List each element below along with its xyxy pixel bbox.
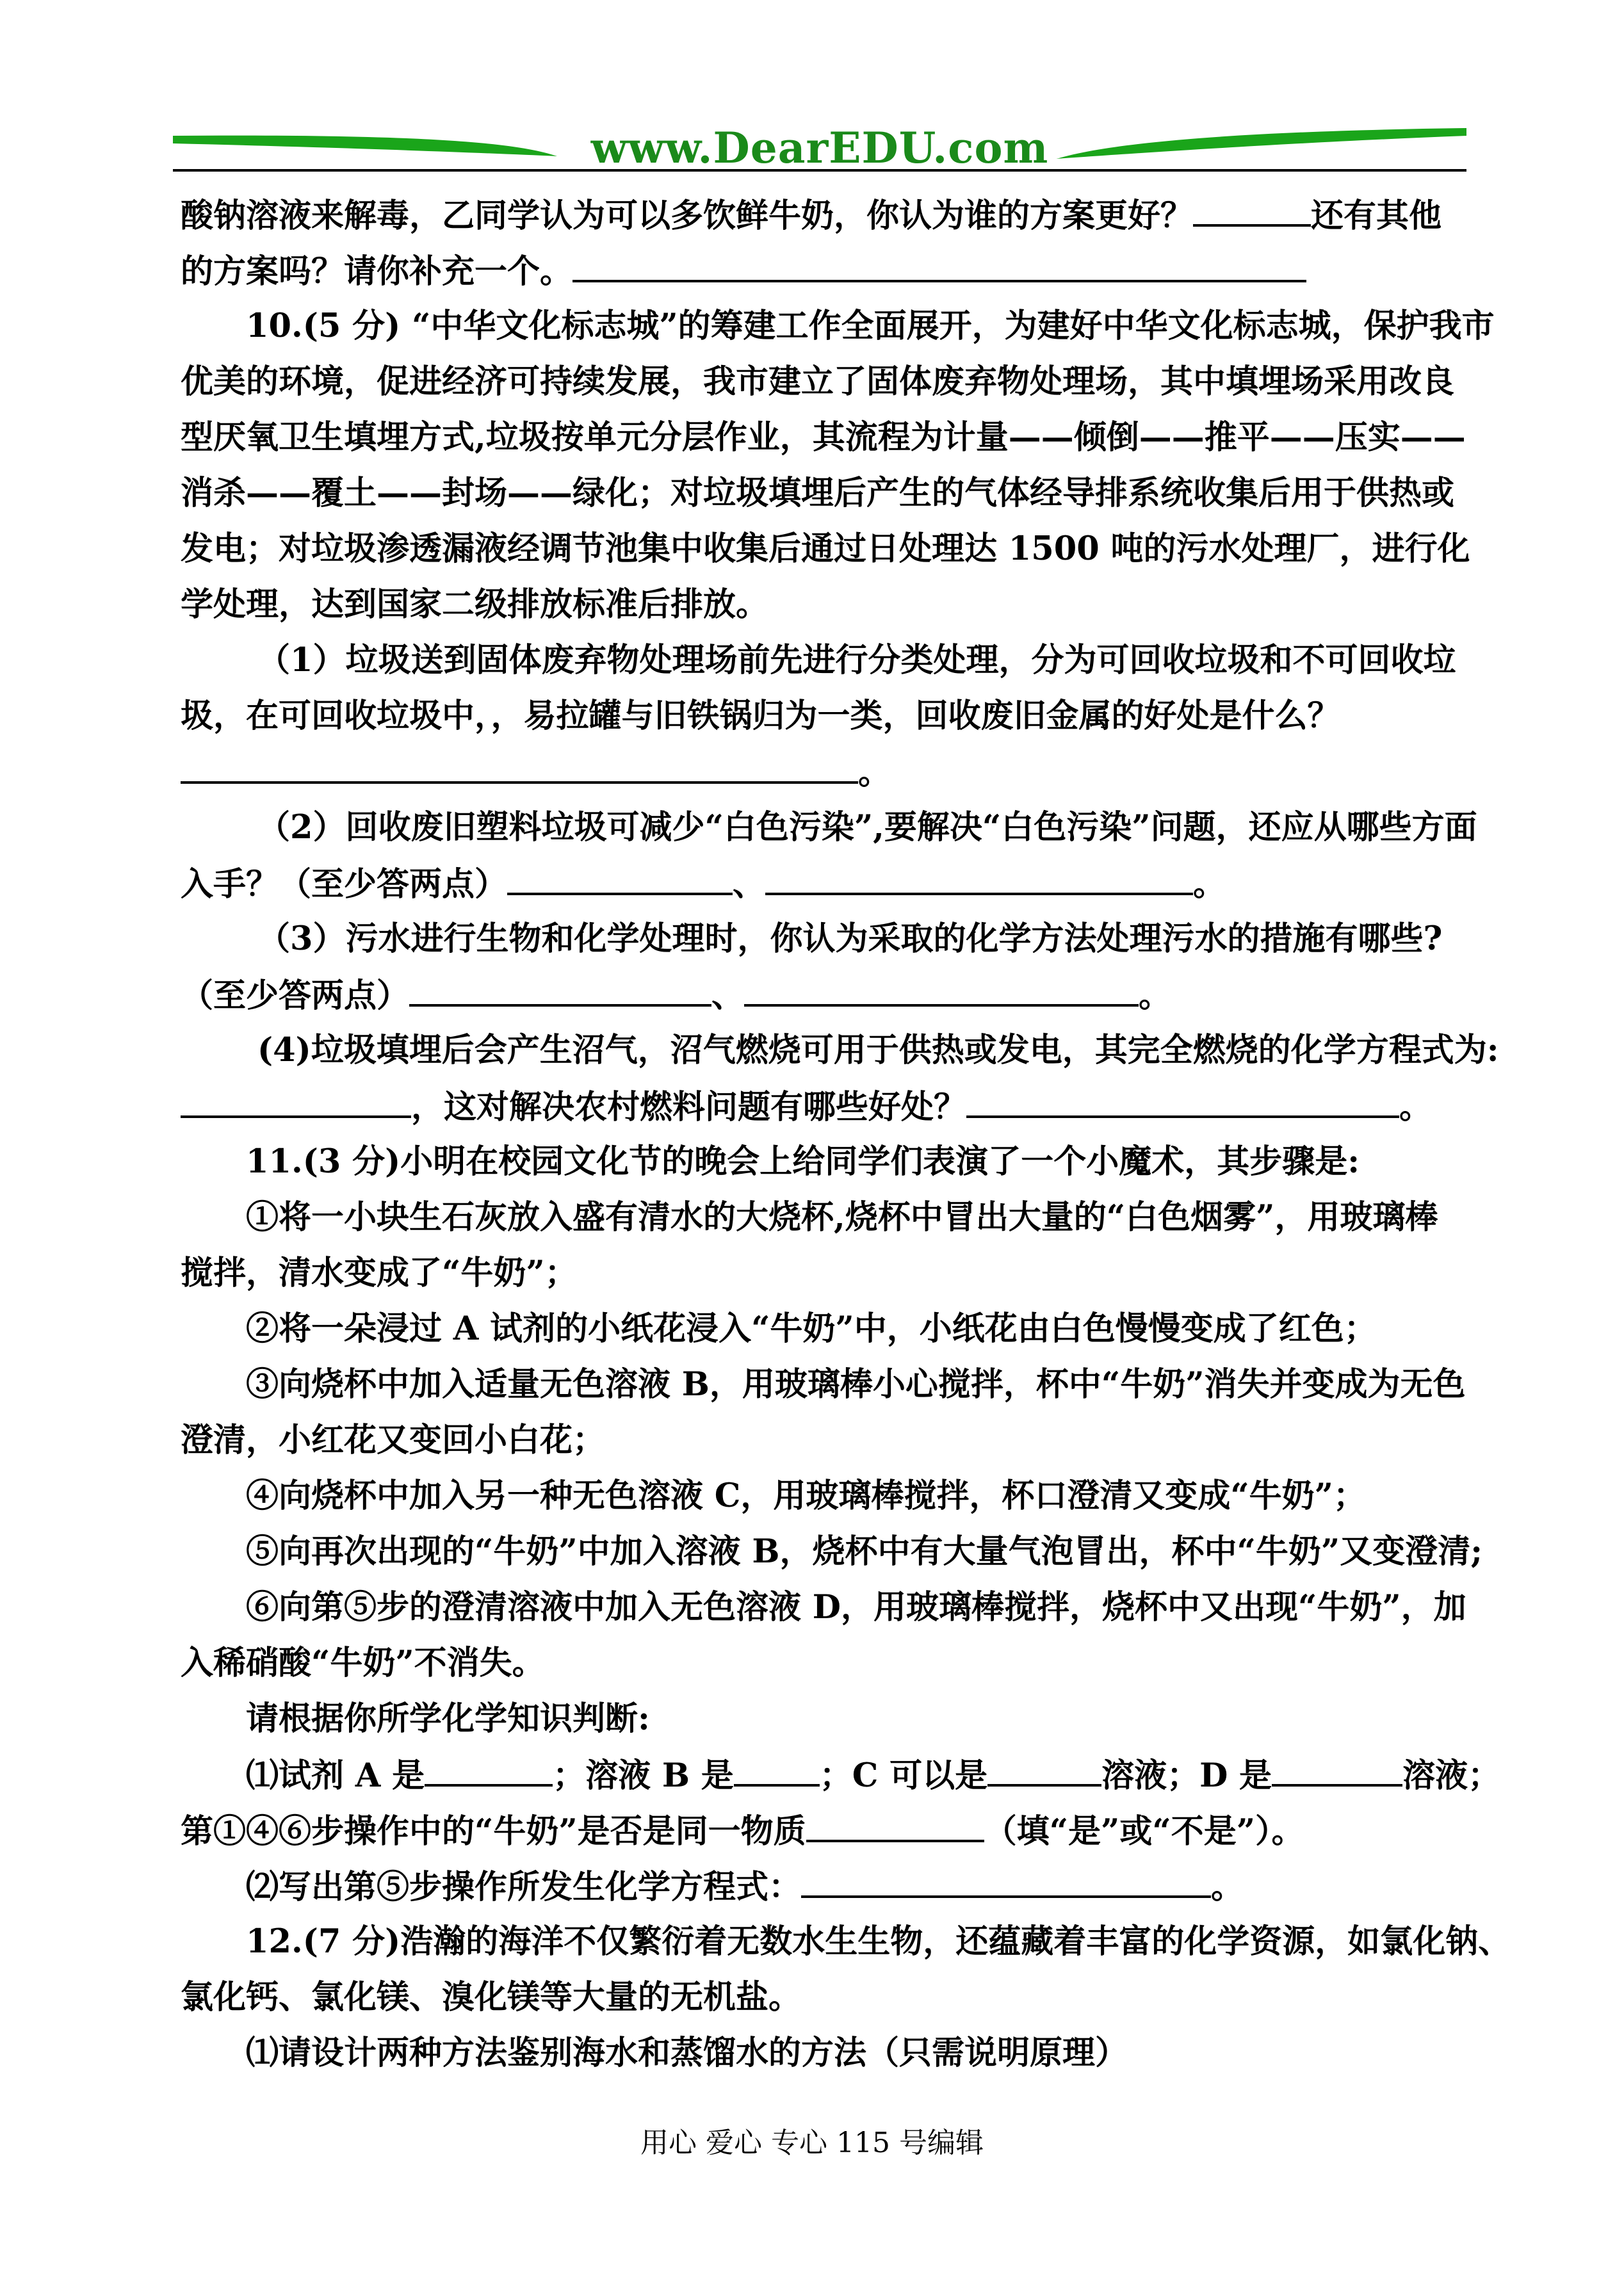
text-line: 氯化钙、氯化镁、溴化镁等大量的无机盐。 <box>181 1978 802 2016</box>
text-line: （2）回收废旧塑料垃圾可减少“白色污染”,要解决“白色污染”问题，还应从哪些方面 <box>257 808 1477 847</box>
page-footer: 用心 爱心 专心 115 号编辑 <box>640 2127 984 2159</box>
text-line: 发电；对垃圾渗透漏液经调节池集中收集后通过日处理达 1500 吨的污水处理厂，进行化 <box>181 530 1470 568</box>
text-line: 澄清，小红花又变回小白花； <box>181 1421 606 1459</box>
answer-blank[interactable] <box>181 1078 411 1118</box>
text-line: 圾，在可回收垃圾中，，易拉罐与旧铁锅归为一类，回收废旧金属的好处是什么？ <box>181 697 1340 735</box>
document-body <box>181 187 1511 2081</box>
text-line: 入手？（至少答两点） 、 。 <box>181 856 1460 911</box>
text-line: （3）污水进行生物和化学处理时，你认为采取的化学方法处理污水的措施有哪些? <box>257 920 1443 958</box>
text-line: ⑵写出第⑤步操作所发生化学方程式： 。 <box>181 1858 1460 1914</box>
answer-blank[interactable] <box>765 856 1193 895</box>
text-line: ⑥向第⑤步的澄清溶液中加入无色溶液 D，用玻璃棒搅拌，烧杯中又出现“牛奶”，加 <box>246 1588 1466 1626</box>
answer-blank[interactable] <box>507 856 733 895</box>
text-line: ，这对解决农村燃料问题有哪些好处？ 。 <box>181 1078 1460 1134</box>
text-line: ④向烧杯中加入另一种无色溶液 C，用玻璃棒搅拌，杯口澄清又变成“牛奶”； <box>246 1477 1367 1515</box>
answer-blank[interactable] <box>966 1078 1399 1118</box>
text-line: ②将一朵浸过 A 试剂的小纸花浸入“牛奶”中，小纸花由白色慢慢变成了红色； <box>246 1310 1377 1348</box>
page-header <box>173 122 1466 173</box>
text-line: 搅拌，清水变成了“牛奶”； <box>181 1254 578 1292</box>
text-line: (4)垃圾填埋后会产生沼气，沼气燃烧可用于供热或发电，其完全燃烧的化学方程式为: <box>257 1031 1499 1069</box>
answer-blank[interactable] <box>572 243 1306 282</box>
site-logo: www.DearEDU.com <box>590 123 1049 173</box>
text-line: ⑴请设计两种方法鉴别海水和蒸馏水的方法（只需说明原理） <box>246 2034 1128 2072</box>
text-line: （至少答两点） 、 。 <box>181 967 1460 1023</box>
text-line: ①将一小块生石灰放入盛有清水的大烧杯,烧杯中冒出大量的“白色烟雾”，用玻璃棒 <box>246 1198 1438 1237</box>
answer-blank[interactable] <box>409 967 711 1007</box>
text-line: 优美的环境，促进经济可持续发展，我市建立了固体废弃物处理场，其中填埋场采用改良 <box>181 362 1455 401</box>
answer-blank[interactable] <box>425 1747 553 1787</box>
answer-blank[interactable] <box>1272 1747 1402 1787</box>
text-line: 消杀——覆土——封场——绿化；对垃圾填埋后产生的气体经导排系统收集后用于供热或 <box>181 474 1455 512</box>
text-line: 的方案吗？请你补充一个。 <box>181 243 1460 298</box>
question-10-title: 10.(5 分) “中华文化标志城”的筹建工作全面展开，为建好中华文化标志城，保护我市 <box>246 307 1495 345</box>
text-line: 学处理，达到国家二级排放标准后排放。 <box>181 585 769 624</box>
text-line: 请根据你所学化学知识判断: <box>246 1699 650 1738</box>
answer-blank[interactable] <box>1193 187 1311 227</box>
text-line: 第①④⑥步操作中的“牛奶”是否是同一物质 （填“是”或“不是”）。 <box>181 1803 1460 1858</box>
text-line: （1）垃圾送到固体废弃物处理场前先进行分类处理，分为可回收垃圾和不可回收垃 <box>257 641 1456 679</box>
text-line: 型厌氧卫生填埋方式,垃圾按单元分层作业，其流程为计量——倾倒——推平——压实—— <box>181 418 1466 457</box>
answer-blank[interactable] <box>806 1803 984 1842</box>
text-line: ⑤向再次出现的“牛奶”中加入溶液 B，烧杯中有大量气泡冒出，杯中“牛奶”又变澄清; <box>246 1532 1483 1571</box>
answer-blank[interactable] <box>744 967 1139 1007</box>
text-line: 酸钠溶液来解毒，乙同学认为可以多饮鲜牛奶，你认为谁的方案更好？ 还有其他 <box>181 187 1460 243</box>
answer-blank[interactable] <box>734 1747 820 1787</box>
answer-blank[interactable] <box>801 1858 1211 1898</box>
question-11-title: 11.(3 分)小明在校园文化节的晚会上给同学们表演了一个小魔术，其步骤是: <box>246 1142 1360 1181</box>
answer-blank[interactable] <box>181 744 858 784</box>
question-12-title: 12.(7 分)浩瀚的海洋不仅繁衍着无数水生生物，还蕴藏着丰富的化学资源，如氯化钠、 <box>246 1922 1511 1961</box>
text-line: 入稀硝酸“牛奶”不消失。 <box>181 1644 545 1682</box>
header-rule <box>173 169 1466 172</box>
answer-blank[interactable] <box>987 1747 1101 1787</box>
text-line: ⑴试剂 A 是 ；溶液 B 是 ；C 可以是 溶液；D 是 溶液； <box>181 1747 1460 1803</box>
text-line: 。 <box>181 744 1460 800</box>
text-line: ③向烧杯中加入适量无色溶液 B，用玻璃棒小心搅拌，杯中“牛奶”消失并变成为无色 <box>246 1365 1466 1404</box>
